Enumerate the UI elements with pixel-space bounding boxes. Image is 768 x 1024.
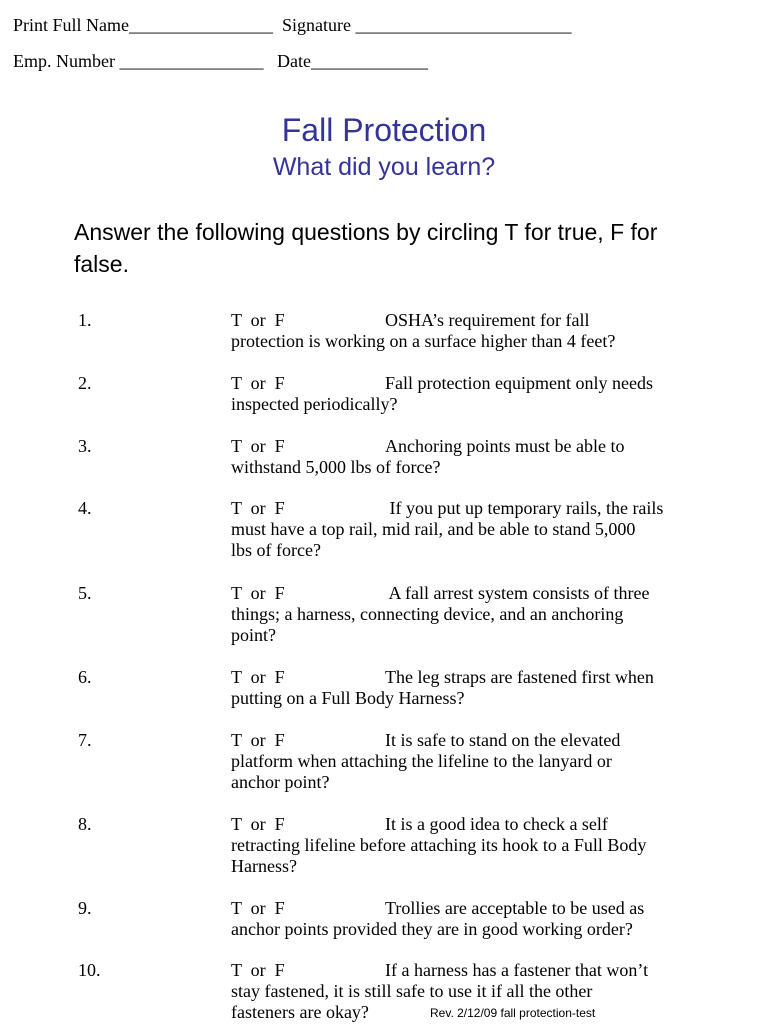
- question-text-line: OSHA’s requirement for fall: [385, 310, 590, 330]
- question-number: 10.: [78, 960, 101, 980]
- question-text-line: point?: [231, 625, 276, 645]
- question-text-line: fasteners are okay?: [231, 1002, 369, 1022]
- question-text-line: anchor point?: [231, 772, 330, 792]
- question-text-line: things; a harness, connecting device, and an anchoring: [231, 604, 624, 624]
- question-text-line: It is safe to stand on the elevated: [385, 730, 621, 750]
- true-false-choice[interactable]: T or F: [231, 898, 285, 918]
- question-text-line: retracting lifeline before attaching its hook to a Full Body: [231, 835, 647, 855]
- true-false-choice[interactable]: T or F: [231, 310, 285, 330]
- question-text-line: platform when attaching the lifeline to the lanyard or: [231, 751, 612, 771]
- question-body: [231, 814, 646, 877]
- question-body: [231, 436, 624, 478]
- page-subtitle: What did you learn?: [272, 153, 496, 181]
- question-body: [231, 898, 644, 940]
- question-text-line: anchor points provided they are in good working order?: [231, 919, 633, 939]
- page-title: Fall Protection: [281, 112, 487, 148]
- true-false-choice[interactable]: T or F: [231, 583, 285, 603]
- true-false-choice[interactable]: T or F: [231, 373, 285, 393]
- question-text-line: Anchoring points must be able to: [385, 436, 625, 456]
- instructions: Answer the following questions by circling T for true, F for false.: [74, 219, 658, 277]
- question-text-line: inspected periodically?: [231, 394, 398, 414]
- question-number: 2.: [78, 373, 92, 393]
- question-text-line: lbs of force?: [231, 540, 321, 560]
- question-number: 6.: [78, 667, 92, 687]
- question-text-line: The leg straps are fastened first when: [385, 667, 654, 687]
- true-false-choice[interactable]: T or F: [231, 667, 285, 687]
- emp-number-date-line[interactable]: Emp. Number ________________ Date_____________: [13, 51, 428, 71]
- question-number: 7.: [78, 730, 92, 750]
- question-body: [231, 498, 663, 561]
- question-text-line: It is a good idea to check a self: [385, 814, 608, 834]
- question-text-line: A fall arrest system consists of three: [385, 583, 650, 603]
- true-false-choice[interactable]: T or F: [231, 814, 285, 834]
- question-text-line: Trollies are acceptable to be used as: [385, 898, 645, 918]
- true-false-choice[interactable]: T or F: [231, 960, 285, 980]
- question-text-line: Harness?: [231, 856, 297, 876]
- question-text-line: If you put up temporary rails, the rails: [385, 498, 664, 518]
- footer-revision: Rev. 2/12/09 fall protection-test: [430, 1006, 596, 1020]
- question-text-line: Fall protection equipment only needs: [385, 373, 653, 393]
- question-number: 4.: [78, 498, 92, 518]
- name-signature-line[interactable]: Print Full Name________________ Signature ________________________: [13, 15, 572, 35]
- question-number: 8.: [78, 814, 92, 834]
- question-body: [231, 667, 654, 709]
- question-number: 9.: [78, 898, 92, 918]
- question-text-line: putting on a Full Body Harness?: [231, 688, 465, 708]
- true-false-choice[interactable]: T or F: [231, 436, 285, 456]
- question-text-line: must have a top rail, mid rail, and be able to stand 5,000: [231, 519, 636, 539]
- question-body: [231, 310, 615, 352]
- question-body: [231, 583, 649, 646]
- question-number: 3.: [78, 436, 92, 456]
- question-number: 1.: [78, 310, 92, 330]
- question-text-line: withstand 5,000 lbs of force?: [231, 457, 441, 477]
- true-false-choice[interactable]: T or F: [231, 730, 285, 750]
- question-text-line: stay fastened, it is still safe to use it if all the other: [231, 981, 593, 1001]
- true-false-choice[interactable]: T or F: [231, 498, 285, 518]
- question-number: 5.: [78, 583, 92, 603]
- question-text-line: If a harness has a fastener that won’t: [385, 960, 649, 980]
- question-body: [231, 373, 653, 415]
- question-text-line: protection is working on a surface higher than 4 feet?: [231, 331, 616, 351]
- question-body: [231, 730, 620, 793]
